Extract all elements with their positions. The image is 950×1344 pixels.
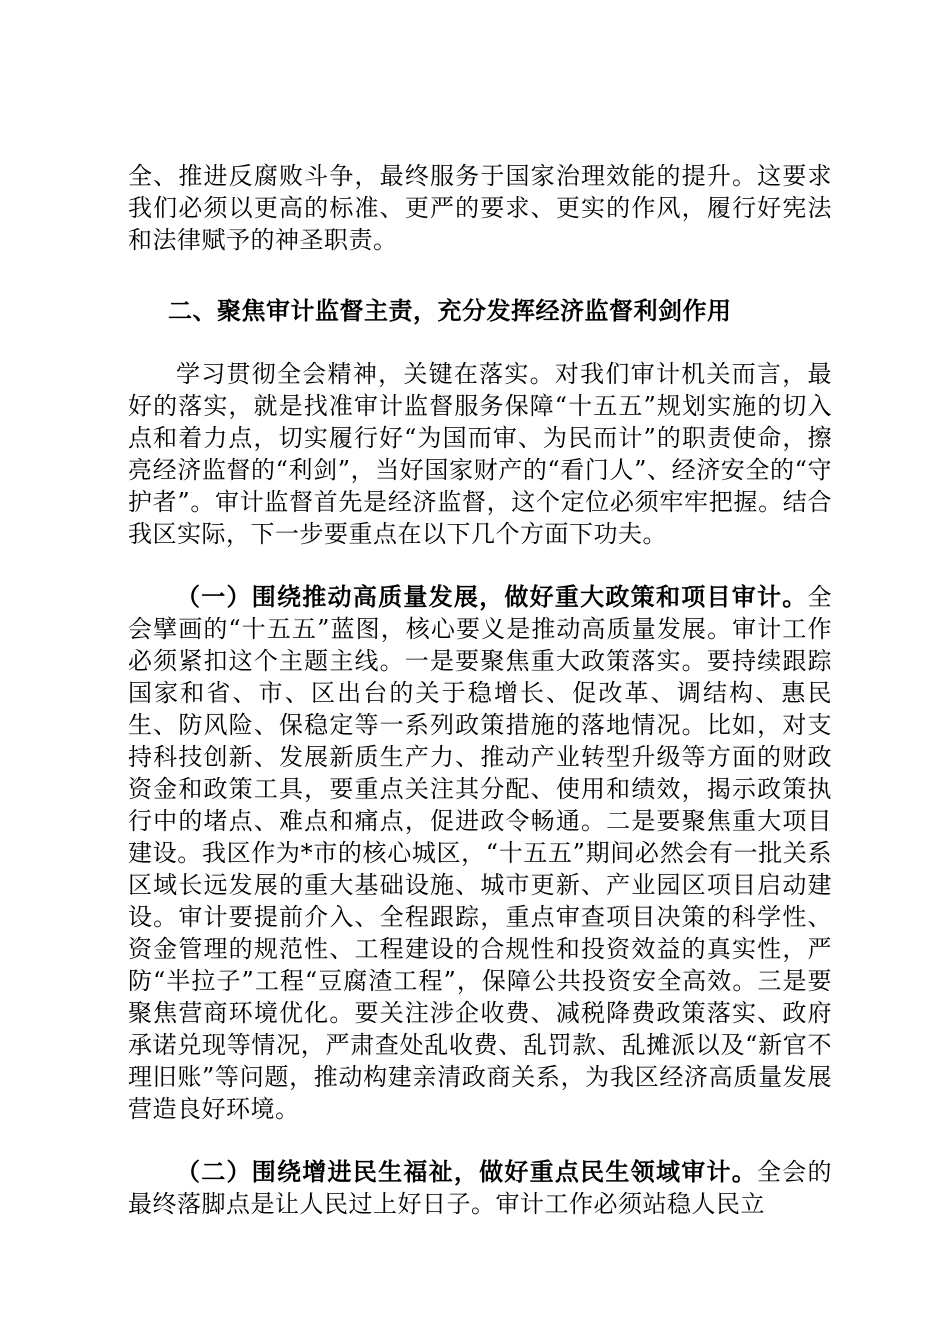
paragraph-intro: 学习贯彻全会精神，关键在落实。对我们审计机关而言，最好的落实，就是找准审计监督服务保障“十五五”规划实施的切入点和着力点，切实履行好“为国而审、为民而计”的职责使命，擦亮经济监督的“利剑”，当好国家财产的“看门人”、经济安全的“守护者”。审计监督首先是经济监督，这个定位必须牢牢把握。结合我区实际，下一步要重点在以下几个方面下功夫。: [128, 360, 832, 548]
document-page: [128, 160, 832, 1220]
subsection-1-body: 全会擘画的“十五五”蓝图，核心要义是推动高质量发展。审计工作必须紧扣这个主题主线。一是要聚焦重大政策落实。要持续跟踪国家和省、市、区出台的关于稳增长、促改革、调结构、惠民生、防风险、保稳定等一系列政策措施的落地情况。比如，对支持科技创新、发展新质生产力、推动产业转型升级等方面的财政资金和政策工具，要重点关注其分配、使用和绩效，揭示政策执行中的堵点、难点和痛点，促进政令畅通。二是要聚焦重大项目建设。我区作为*市的核心城区，“十五五”期间必然会有一批关系区域长远发展的重大基础设施、城市更新、产业园区项目启动建设。审计要提前介入、全程跟踪，重点审查项目决策的科学性、资金管理的规范性、工程建设的合规性和投资效益的真实性，严防“半拉子”工程“豆腐渣工程”，保障公共投资安全高效。三是要聚焦营商环境优化。要关注涉企收费、减税降费政策落实、政府承诺兑现等情况，严肃查处乱收费、乱罚款、乱摊派以及“新官不理旧账”等问题，推动构建亲清政商关系，为我区经济高质量发展营造良好环境。: [128, 583, 832, 1123]
paragraph-subsection-2: [128, 1156, 832, 1220]
paragraph-subsection-1: [128, 581, 832, 1125]
subsection-1-heading: （一）围绕推动高质量发展，做好重大政策和项目审计。: [176, 583, 808, 611]
subsection-2-heading: （二）围绕增进民生福祉，做好重点民生领域审计。: [176, 1158, 757, 1186]
paragraph-continuation: 全、推进反腐败斗争，最终服务于国家治理效能的提升。这要求我们必须以更高的标准、更严的要求、更实的作风，履行好宪法和法律赋予的神圣职责。: [128, 162, 832, 254]
subsection-2-body: 全会的最终落脚点是让人民过上好日子。审计工作必须站稳人民立: [128, 1158, 833, 1218]
section-heading: 二、聚焦审计监督主责，充分发挥经济监督利剑作用: [168, 297, 732, 325]
